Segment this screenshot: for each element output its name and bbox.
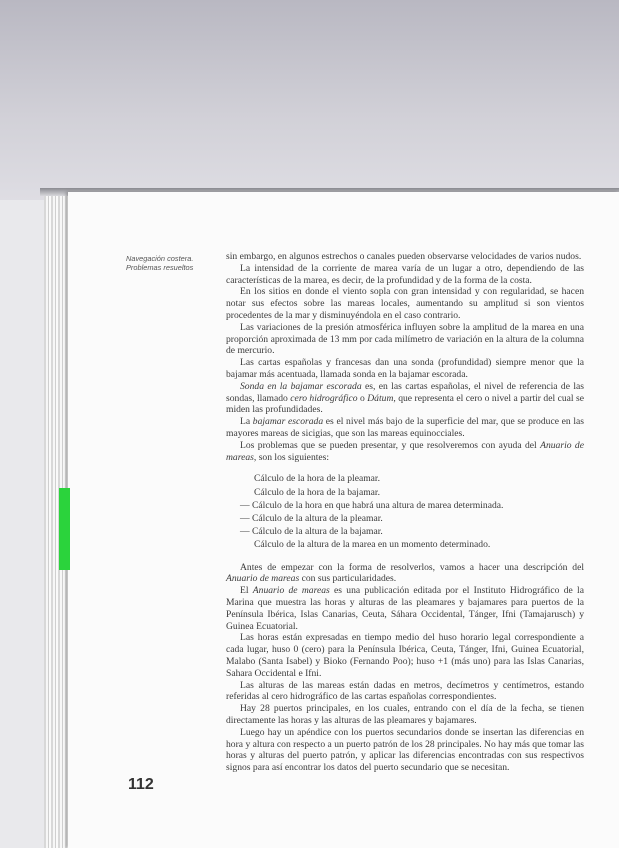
text-run: sin embargo, en algunos estrechos o canales pueden observarse velocidades de varios nudos. xyxy=(226,251,582,262)
green-bookmark-tab xyxy=(59,488,70,570)
text-run: , que representa el cero o nivel a partir del cual se miden las profundidades. xyxy=(226,392,584,416)
italic-term: Anuario de mareas xyxy=(226,573,300,585)
running-head xyxy=(126,254,222,272)
text-run: con sus particularidades. xyxy=(299,573,397,585)
list-item: — Cálculo de la altura de la bajamar. xyxy=(240,526,383,538)
list-item: Cálculo de la hora de la bajamar. xyxy=(254,486,380,498)
text-run: En los sitios en donde el viento sopla con gran intensidad y con regularidad, se hacen notar sus efectos sobre las mareas locales, aumentando su amplitud si son vientos procedentes de la mar y disminuyéndola en el caso contrario. xyxy=(226,286,584,321)
text-run: Las alturas de las mareas están dadas en metros, decímetros y centímetros, estando referidas al cero hidrográfico de las cartas españolas correspondientes. xyxy=(226,679,584,703)
list-item: — Cálculo de la hora en que habrá una altura de marea determinada. xyxy=(240,499,504,511)
paragraph xyxy=(226,416,584,440)
paragraph xyxy=(226,680,584,704)
paragraph xyxy=(226,251,584,263)
running-head-line-1: Navegación costera. xyxy=(126,254,194,263)
text-run: Las horas están expresadas en tiempo medio del huso horario legal correspondiente a cada lugar, huso 0 (cero) para la Península Ibérica, Ceuta, Tánger, Ifni, Guinea Ecuatorial, Malabo (Santa Isabel) y Bioko (Fernando Poo); huso +1 (más uno) para las Islas Canarias, Sahara Occidental e Ifni. xyxy=(226,632,584,679)
problem-list xyxy=(226,472,584,551)
italic-term: bajamar escorada xyxy=(252,416,324,428)
list-item: — Cálculo de la altura de la pleamar. xyxy=(240,512,383,524)
text-run: Los problemas que se pueden presentar, y que resolveremos con ayuda del xyxy=(240,439,541,451)
text-run: , son los siguientes: xyxy=(253,451,330,463)
list-item: Cálculo de la hora de la pleamar. xyxy=(254,473,380,485)
page-number: 112 xyxy=(128,776,154,793)
paragraph xyxy=(226,585,584,632)
list-item: Cálculo de la altura de la marea en un momento determinado. xyxy=(254,539,491,551)
paragraph xyxy=(226,703,584,727)
paragraphs-after-list xyxy=(226,562,584,774)
text-run: Luego hay un apéndice con los puertos secundarios donde se insertan las diferencias en hora y altura con respecto a un puerto patrón de los 28 principales. No hay más que tomar las horas y alturas del puerto patrón, y aplicar las diferencias encontradas con sus respectivos signos para así encontrar los datos del puerto secundario que se necesitan. xyxy=(226,726,584,774)
running-head-line-2: Problemas resueltos xyxy=(126,263,194,272)
text-run: es una publicación editada por el Instituto Hidrográfico de la Marina que muestra las horas y alturas de las pleamares y bajamares para puertos de la Península Ibérica, Islas Canarias, Ceuta, Sáhara Occidental, Tánger, Ifni (Tamajarusch) y Guinea Ecuatorial. xyxy=(226,585,584,632)
paragraph xyxy=(226,357,584,381)
scan-background xyxy=(0,0,619,200)
paragraph xyxy=(226,440,584,464)
italic-term: Dátum xyxy=(367,392,394,404)
italic-term: Anuario de mareas xyxy=(226,439,584,463)
text-run: El xyxy=(240,585,253,597)
text-run: Hay 28 puertos principales, en los cuales, entrando con el día de la fecha, se tienen directamente las horas y las alturas de las pleamares y bajamares. xyxy=(226,703,584,726)
paragraph xyxy=(226,562,584,586)
text-run: o xyxy=(357,392,368,404)
text-run: es el nivel más bajo de la superficie del mar, que se produce en las mayores mareas de sicigias, que son las mareas equinocciales. xyxy=(226,416,584,439)
paragraph xyxy=(226,263,584,287)
paragraph xyxy=(226,727,584,774)
paragraph xyxy=(226,322,584,357)
text-run: Antes de empezar con la forma de resolverlos, vamos a hacer una descripción del xyxy=(240,561,584,573)
text-run: Las cartas españolas y francesas dan una sonda (profundidad) siempre menor que la bajamar más acentuada, llamada sonda en la bajamar escorada. xyxy=(226,357,584,380)
text-run: es, en las cartas españolas, el nivel de referencia de las sondas, llamado xyxy=(226,380,585,404)
paragraphs-before-list xyxy=(226,251,584,463)
paragraph xyxy=(226,381,584,416)
text-run: La xyxy=(240,416,253,428)
italic-term: Sonda en la bajamar escorada xyxy=(240,380,362,392)
paragraph xyxy=(226,286,584,321)
paragraph xyxy=(226,632,584,679)
body-text xyxy=(226,251,584,774)
italic-term: cero hidrográfico xyxy=(290,392,358,404)
italic-term: Anuario de mareas xyxy=(252,585,330,597)
text-run: La intensidad de la corriente de marea varía de un lugar a otro, dependiendo de las características de la marea, es decir, de la profundidad y de la forma de la costa. xyxy=(226,262,584,286)
text-run: Las variaciones de la presión atmosférica influyen sobre la amplitud de la marea en una proporción aproximada de 13 mm por cada milímetro de variación en la altura de la columna de mercurio. xyxy=(226,321,584,357)
